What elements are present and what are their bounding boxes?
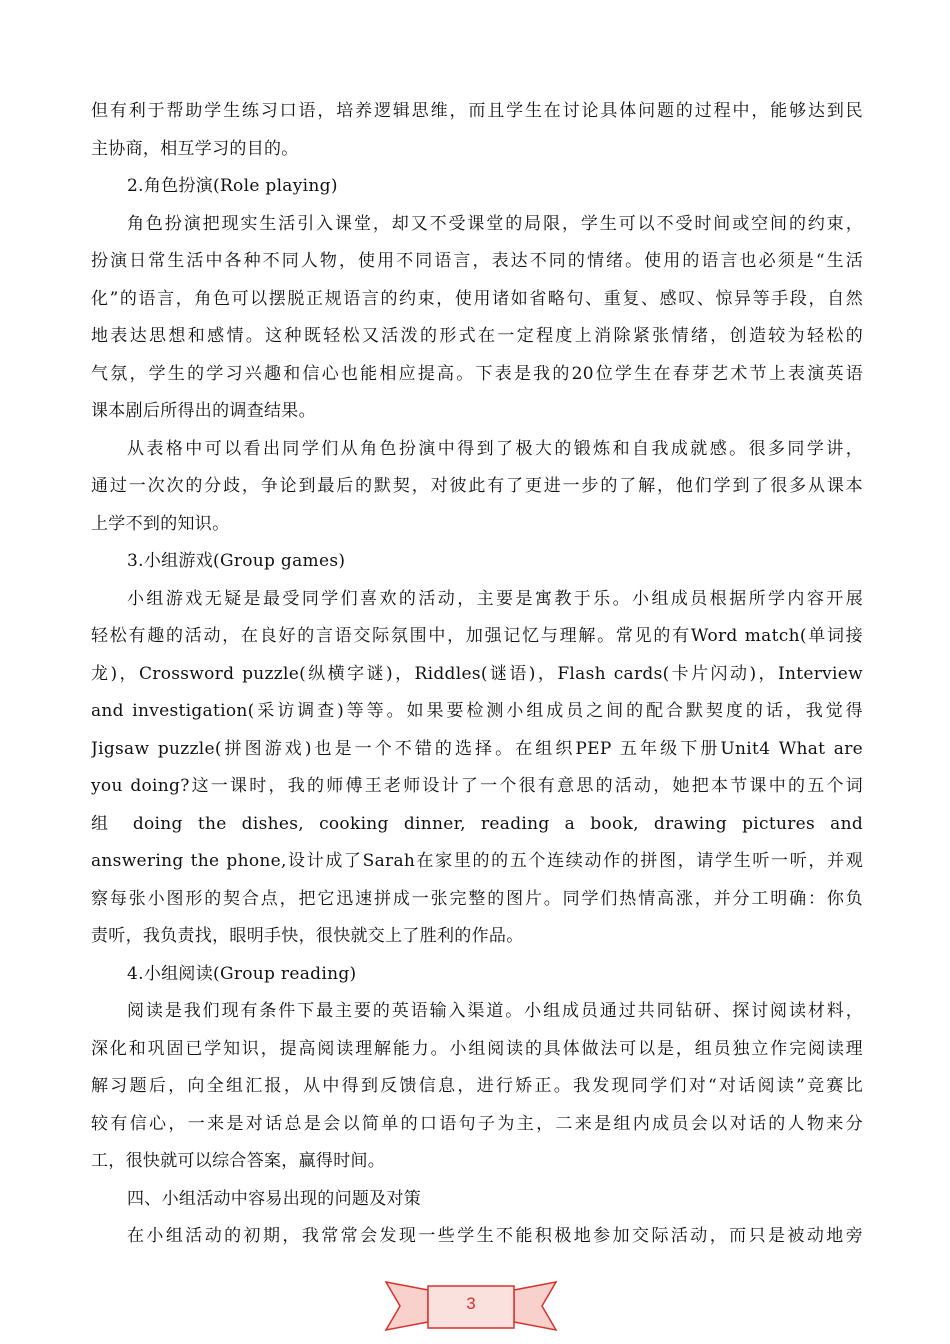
text-line: answering the phone,设计成了Sarah在家里的的五个连续动作的拼图，请学生听一听，并观	[91, 851, 863, 871]
text-line: 扮演日常生活中各种不同人物，使用不同语言，表达不同的情绪。使用的语言也必须是“生活	[91, 251, 863, 271]
text-line: 气氛，学生的学习兴趣和信心也能相应提高。下表是我的20位学生在春芽艺术节上表演英语	[91, 363, 863, 384]
text-line: 工，很快就可以综合答案，赢得时间。	[91, 1151, 386, 1171]
section-heading: 2.角色扮演(Role playing)	[127, 176, 338, 196]
text-line: 但有利于帮助学生练习口语，培养逻辑思维，而且学生在讨论具体问题的过程中，能够达到民	[91, 101, 863, 121]
text-line: 龙)，Crossword puzzle(纵横字谜)，Riddles(谜语)，Flash cards(卡片闪动)，Interview	[91, 663, 863, 684]
text-line: 主协商，相互学习的目的。	[91, 138, 299, 159]
text-line: 角色扮演把现实生活引入课堂，却又不受课堂的局限，学生可以不受时间或空间的约束，	[127, 213, 863, 234]
section-heading: 3.小组游戏(Group games)	[127, 551, 346, 571]
text-line: 小组游戏无疑是最受同学们喜欢的活动，主要是寓教于乐。小组成员根据所学内容开展	[127, 588, 863, 609]
text-line: and investigation(采访调查)等等。如果要检测小组成员之间的配合默契度的话，我觉得	[91, 701, 863, 721]
text-line: 阅读是我们现有条件下最主要的英语输入渠道。小组成员通过共同钻研、探讨阅读材料，	[127, 1001, 863, 1021]
text-line: 解习题后，向全组汇报，从中得到反馈信息，进行矫正。我发现同学们对“对话阅读”竞赛比	[91, 1076, 863, 1096]
text-line: 察每张小图形的契合点，把它迅速拼成一张完整的图片。同学们热情高涨，并分工明确：你负	[91, 888, 863, 909]
text-line: 深化和巩固已学知识，提高阅读理解能力。小组阅读的具体做法可以是，组员独立作完阅读理	[91, 1038, 863, 1059]
document-body	[91, 93, 863, 1256]
text-line: 轻松有趣的活动，在良好的言语交际氛围中，加强记忆与理解。常见的有Word match(单词接	[91, 626, 863, 646]
text-line: 从表格中可以看出同学们从角色扮演中得到了极大的锻炼和自我成就感。很多同学讲，	[127, 438, 863, 459]
text-line: 课本剧后所得出的调查结果。	[91, 401, 316, 421]
text-line: 地表达思想和感情。这种既轻松又活泼的形式在一定程度上消除紧张情绪，创造较为轻松的	[91, 326, 863, 346]
text-line: 在小组活动的初期，我常常会发现一些学生不能积极地参加交际活动，而只是被动地旁	[127, 1226, 863, 1246]
text-line: 较有信心，一来是对话总是会以简单的口语句子为主，二来是组内成员会以对话的人物来分	[91, 1113, 863, 1134]
text-line: 上学不到的知识。	[91, 513, 230, 534]
text-line: 责听，我负责找，眼明手快，很快就交上了胜利的作品。	[91, 926, 524, 946]
text-line: 化”的语言，角色可以摆脱正规语言的约束，使用诸如省略句、重复、感叹、惊异等手段，自然	[91, 288, 863, 309]
text-line: Jigsaw puzzle(拼图游戏)也是一个不错的选择。在组织PEP 五年级下册Unit4 What are	[91, 738, 863, 759]
text-line: 通过一次次的分歧，争论到最后的默契，对彼此有了更进一步的了解，他们学到了很多从课本	[91, 476, 863, 496]
page-number: 3	[466, 1294, 476, 1313]
section-heading: 4.小组阅读(Group reading)	[127, 963, 357, 984]
text-line: 组 doing the dishes, cooking dinner, reading a book, drawing pictures and	[91, 813, 863, 834]
text-line: you doing?这一课时，我的师傅王老师设计了一个很有意思的活动，她把本节课中的五个词	[91, 776, 863, 796]
page-footer	[384, 1276, 558, 1336]
section-heading: 四、小组活动中容易出现的问题及对策	[127, 1188, 422, 1209]
